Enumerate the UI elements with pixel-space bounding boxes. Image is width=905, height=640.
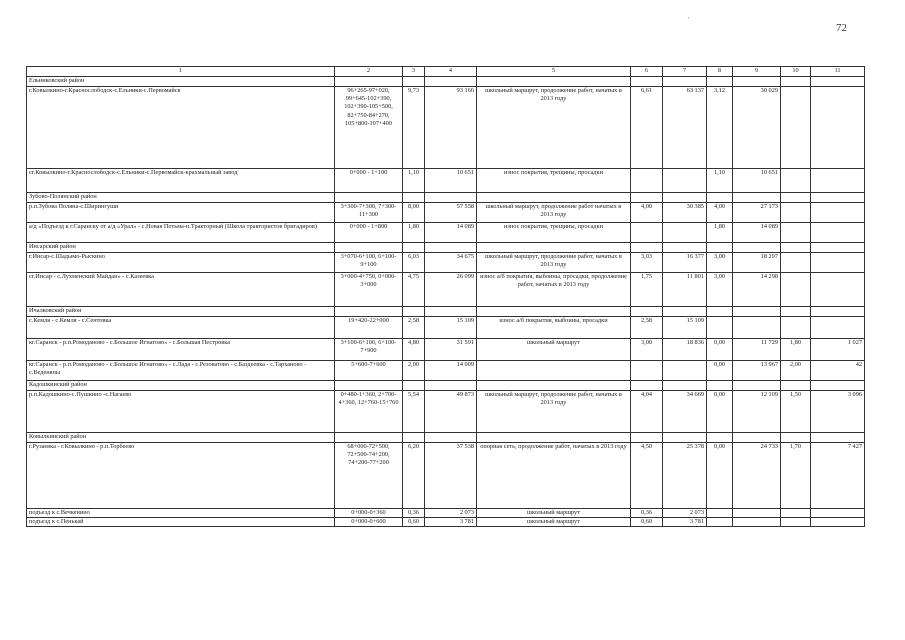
length-cell: 9,73: [403, 87, 425, 169]
road-row: [27, 509, 865, 518]
empty-cell: [403, 193, 425, 203]
district-name: Зубово-Полянский район: [27, 193, 335, 203]
road-row: [27, 361, 865, 381]
cost-2014-cell: [663, 169, 707, 193]
road-name-cell: г.Ковылкино-г.Краснослободск-с.Ельники-с.Первомайск: [27, 87, 335, 169]
cost-2014-cell: 30 385: [663, 203, 707, 223]
empty-cell: [663, 243, 707, 253]
cost-2016-cell: [811, 273, 865, 307]
len-2014-cell: [631, 223, 663, 243]
cost-2015-cell: 27 173: [733, 203, 781, 223]
reason-cell: школьный маршрут, продолжение работ, начатых в 2013 году: [477, 391, 631, 433]
empty-cell: [707, 307, 733, 317]
road-row: [27, 223, 865, 243]
len-2015-cell: 0,00: [707, 339, 733, 361]
empty-cell: [477, 433, 631, 443]
reason-cell: износ а/б покрытия, выбоины, просадки: [477, 317, 631, 339]
len-2015-cell: 1,80: [707, 223, 733, 243]
reason-cell: опорная сеть, продолжение работ, начатых в 2013 году: [477, 443, 631, 509]
km-range-cell: 3+300-7+300, 7+300-11+300: [335, 203, 403, 223]
cost-2014-cell: 25 378: [663, 443, 707, 509]
len-2016-cell: [781, 273, 811, 307]
district-section-row: [27, 433, 865, 443]
cost-2015-cell: 18 297: [733, 253, 781, 273]
length-cell: 2,00: [403, 361, 425, 381]
reason-cell: износ покрытия, трещины, просадки: [477, 169, 631, 193]
cost-2016-cell: 7 427: [811, 443, 865, 509]
header-row: [27, 67, 865, 77]
road-row: [27, 169, 865, 193]
len-2015-cell: 1,10: [707, 169, 733, 193]
empty-cell: [663, 193, 707, 203]
cost-2014-cell: [663, 361, 707, 381]
empty-cell: [707, 381, 733, 391]
cost-2016-cell: 1 027: [811, 339, 865, 361]
km-range-cell: 3+070-6+100, 6+100-9+100: [335, 253, 403, 273]
empty-cell: [733, 243, 781, 253]
district-name: Кадошкинский район: [27, 381, 335, 391]
road-name-cell: кг.Саранск - р.п.Ромоданово - с.Большое Игнатово» - с.Большая Пестровка: [27, 339, 335, 361]
tick-mark: ': [688, 17, 690, 23]
page-number: 72: [836, 22, 847, 34]
len-2014-cell: [631, 361, 663, 381]
header-cell-road-name: 1: [27, 67, 335, 77]
km-range-cell: 19+420-22+000: [335, 317, 403, 339]
empty-cell: [707, 243, 733, 253]
empty-cell: [425, 243, 477, 253]
district-section-row: [27, 193, 865, 203]
reason-cell: школьный маршрут, продолжение работ, начатых в 2013 году: [477, 87, 631, 169]
cost-2016-cell: [811, 203, 865, 223]
cost-2016-cell: [811, 87, 865, 169]
district-name: Ичалковский район: [27, 307, 335, 317]
len-2015-cell: [707, 518, 733, 527]
road-row: [27, 253, 865, 273]
empty-cell: [425, 381, 477, 391]
km-range-cell: 3+000-4+750, 0+000-3+000: [335, 273, 403, 307]
cost-2016-cell: [811, 518, 865, 527]
empty-cell: [811, 381, 865, 391]
len-2014-cell: 3,03: [631, 253, 663, 273]
cost-cell: 93 166: [425, 87, 477, 169]
empty-cell: [477, 381, 631, 391]
road-row: [27, 443, 865, 509]
road-name-cell: подъезд к с.Пенькай: [27, 518, 335, 527]
cost-2016-cell: [811, 169, 865, 193]
km-range-cell: 5+600-7+600: [335, 361, 403, 381]
empty-cell: [477, 77, 631, 87]
cost-cell: 49 873: [425, 391, 477, 433]
cost-2015-cell: 12 109: [733, 391, 781, 433]
empty-cell: [403, 307, 425, 317]
empty-cell: [425, 77, 477, 87]
header-cell-km-range: 2: [335, 67, 403, 77]
road-row: [27, 339, 865, 361]
cost-cell: 3 781: [425, 518, 477, 527]
empty-cell: [781, 193, 811, 203]
reason-cell: износ а/б покрытия, выбоины, просадки, продолжение работ, начатых в 2013 году: [477, 273, 631, 307]
len-2014-cell: 0,60: [631, 518, 663, 527]
empty-cell: [707, 433, 733, 443]
road-works-table: [26, 66, 865, 527]
cost-cell: 31 591: [425, 339, 477, 361]
empty-cell: [781, 307, 811, 317]
empty-cell: [781, 77, 811, 87]
km-range-cell: 0+480-1+360, 2+700-4+360, 12+760-15+760: [335, 391, 403, 433]
empty-cell: [781, 381, 811, 391]
len-2016-cell: [781, 317, 811, 339]
cost-cell: 14 009: [425, 361, 477, 381]
len-2015-cell: 0,00: [707, 361, 733, 381]
empty-cell: [811, 433, 865, 443]
km-range-cell: 3+100-6+100, 6+100-7+900: [335, 339, 403, 361]
reason-cell: износ покрытия, трещины, просадки: [477, 223, 631, 243]
empty-cell: [335, 381, 403, 391]
district-section-row: [27, 77, 865, 87]
len-2014-cell: [631, 169, 663, 193]
len-2015-cell: 3,12: [707, 87, 733, 169]
empty-cell: [811, 243, 865, 253]
empty-cell: [707, 77, 733, 87]
len-2015-cell: 4,00: [707, 203, 733, 223]
cost-2015-cell: [733, 317, 781, 339]
cost-2014-cell: 11 801: [663, 273, 707, 307]
road-name-cell: с.Кемля - с.Кемля - с.Сентовка: [27, 317, 335, 339]
len-2016-cell: [781, 87, 811, 169]
road-row: [27, 87, 865, 169]
reason-cell: школьный маршрут, продолжение работ начатых в 2013 году: [477, 203, 631, 223]
empty-cell: [403, 433, 425, 443]
empty-cell: [477, 307, 631, 317]
empty-cell: [631, 77, 663, 87]
empty-cell: [663, 307, 707, 317]
len-2016-cell: 2,00: [781, 361, 811, 381]
cost-2015-cell: [733, 518, 781, 527]
cost-cell: 2 073: [425, 509, 477, 518]
len-2014-cell: 0,36: [631, 509, 663, 518]
district-section-row: [27, 307, 865, 317]
len-2015-cell: 0,00: [707, 443, 733, 509]
length-cell: 1,80: [403, 223, 425, 243]
empty-cell: [733, 307, 781, 317]
length-cell: 0,36: [403, 509, 425, 518]
empty-cell: [631, 381, 663, 391]
cost-2014-cell: [663, 223, 707, 243]
reason-cell: школьный маршрут: [477, 518, 631, 527]
cost-2014-cell: 2 073: [663, 509, 707, 518]
cost-2015-cell: [733, 509, 781, 518]
cost-2015-cell: 14 298: [733, 273, 781, 307]
road-name-cell: а/д «Подъезд к г.Саранску от а/д «Урал» - с.Новая Потьма-п.Тракторный (Школа трактористов бригадиров): [27, 223, 335, 243]
len-2014-cell: 2,58: [631, 317, 663, 339]
cost-cell: 34 675: [425, 253, 477, 273]
km-range-cell: 0+000 - 1+800: [335, 223, 403, 243]
header-cell-length: 3: [403, 67, 425, 77]
empty-cell: [403, 77, 425, 87]
road-name-cell: г.Рузаевка - г.Ковылкино - р.п.Торбеево: [27, 443, 335, 509]
cost-2015-cell: 30 029: [733, 87, 781, 169]
empty-cell: [663, 381, 707, 391]
cost-2014-cell: 18 836: [663, 339, 707, 361]
empty-cell: [781, 243, 811, 253]
len-2016-cell: [781, 203, 811, 223]
district-name: Ельниковский район: [27, 77, 335, 87]
cost-2015-cell: 10 651: [733, 169, 781, 193]
empty-cell: [425, 307, 477, 317]
road-name-cell: кг.Саранск - р.п.Ромоданово - с.Большое Игнатово» - с.Лада - с.Резоватово - с.Баздеевка - с.Тарханово - с.Веденяпы: [27, 361, 335, 381]
road-name-cell: р.п.Зубова Поляна-с.Ширингуши: [27, 203, 335, 223]
empty-cell: [403, 243, 425, 253]
cost-2016-cell: [811, 509, 865, 518]
length-cell: 6,03: [403, 253, 425, 273]
cost-cell: 37 538: [425, 443, 477, 509]
empty-cell: [811, 307, 865, 317]
road-row: [27, 518, 865, 527]
km-range-cell: 68+000-72+500, 72+500-74+200, 74+200-77+200: [335, 443, 403, 509]
length-cell: 4,75: [403, 273, 425, 307]
len-2016-cell: [781, 518, 811, 527]
length-cell: 5,54: [403, 391, 425, 433]
len-2015-cell: 0,00: [707, 391, 733, 433]
empty-cell: [335, 433, 403, 443]
cost-cell: 14 089: [425, 223, 477, 243]
length-cell: 6,20: [403, 443, 425, 509]
empty-cell: [631, 193, 663, 203]
len-2016-cell: [781, 253, 811, 273]
cost-2015-cell: 24 733: [733, 443, 781, 509]
len-2016-cell: [781, 509, 811, 518]
empty-cell: [733, 77, 781, 87]
len-2015-cell: 3,00: [707, 273, 733, 307]
cost-cell: 57 558: [425, 203, 477, 223]
length-cell: 8,00: [403, 203, 425, 223]
cost-2015-cell: 13 967: [733, 361, 781, 381]
empty-cell: [425, 193, 477, 203]
cost-cell: 26 099: [425, 273, 477, 307]
cost-cell: 10 651: [425, 169, 477, 193]
empty-cell: [811, 77, 865, 87]
empty-cell: [631, 433, 663, 443]
len-2016-cell: [781, 169, 811, 193]
len-2014-cell: 4,04: [631, 391, 663, 433]
empty-cell: [477, 243, 631, 253]
len-2014-cell: 3,00: [631, 339, 663, 361]
km-range-cell: 0+000-0+360: [335, 509, 403, 518]
len-2014-cell: 4,00: [631, 203, 663, 223]
length-cell: 2,58: [403, 317, 425, 339]
road-row: [27, 203, 865, 223]
road-row: [27, 273, 865, 307]
district-section-row: [27, 243, 865, 253]
empty-cell: [403, 381, 425, 391]
km-range-cell: 0+000 - 1+100: [335, 169, 403, 193]
len-2015-cell: 3,00: [707, 253, 733, 273]
length-cell: 0,60: [403, 518, 425, 527]
empty-cell: [335, 243, 403, 253]
cost-2014-cell: 16 377: [663, 253, 707, 273]
km-range-cell: 96+265-97+020, 99+645-102+390, 102+390-105+500, 82+750-84+270, 105+800-107+400: [335, 87, 403, 169]
cost-2016-cell: 3 096: [811, 391, 865, 433]
cost-2016-cell: [811, 317, 865, 339]
len-2015-cell: [707, 509, 733, 518]
empty-cell: [707, 193, 733, 203]
road-row: [27, 391, 865, 433]
empty-cell: [631, 307, 663, 317]
empty-cell: [663, 77, 707, 87]
len-2016-cell: 1,80: [781, 339, 811, 361]
empty-cell: [477, 193, 631, 203]
reason-cell: школьный маршрут, продолжение работ, начатых в 2013 году: [477, 253, 631, 273]
len-2014-cell: 4,50: [631, 443, 663, 509]
header-cell-cost-2015: 9: [733, 67, 781, 77]
empty-cell: [335, 193, 403, 203]
road-name-cell: р.п.Кадошкино-с.Пушкино -с.Нагаево: [27, 391, 335, 433]
len-2014-cell: 1,75: [631, 273, 663, 307]
empty-cell: [781, 433, 811, 443]
road-row: [27, 317, 865, 339]
header-cell-len-2015: 8: [707, 67, 733, 77]
cost-cell: 15 109: [425, 317, 477, 339]
reason-cell: школьный маршрут: [477, 339, 631, 361]
district-name: Инсарский район: [27, 243, 335, 253]
km-range-cell: 0+000-0+600: [335, 518, 403, 527]
empty-cell: [733, 381, 781, 391]
empty-cell: [733, 193, 781, 203]
empty-cell: [631, 243, 663, 253]
road-name-cell: сг.Ковылкино-г.Краснослободск-с.Ельники-с.Первомайск-крахмальный завод: [27, 169, 335, 193]
empty-cell: [663, 433, 707, 443]
header-cell-cost-2014: 7: [663, 67, 707, 77]
empty-cell: [733, 433, 781, 443]
reason-cell: [477, 361, 631, 381]
header-cell-reason: 5: [477, 67, 631, 77]
empty-cell: [335, 77, 403, 87]
length-cell: 4,80: [403, 339, 425, 361]
empty-cell: [425, 433, 477, 443]
len-2014-cell: 6,61: [631, 87, 663, 169]
cost-2016-cell: [811, 253, 865, 273]
cost-2014-cell: 15 109: [663, 317, 707, 339]
cost-2014-cell: 63 137: [663, 87, 707, 169]
district-name: Ковылкинский район: [27, 433, 335, 443]
len-2016-cell: 1,50: [781, 391, 811, 433]
header-cell-len-2016: 10: [781, 67, 811, 77]
road-name-cell: г.Инсар-с.Шадымо-Рыскино: [27, 253, 335, 273]
cost-2014-cell: 34 669: [663, 391, 707, 433]
len-2016-cell: 1,70: [781, 443, 811, 509]
cost-2016-cell: 42: [811, 361, 865, 381]
header-cell-cost-2016: 11: [811, 67, 865, 77]
empty-cell: [811, 193, 865, 203]
road-name-cell: сг.Инсар - с.Лухменский Майдан» - с.Казеевка: [27, 273, 335, 307]
cost-2016-cell: [811, 223, 865, 243]
cost-2015-cell: 11 729: [733, 339, 781, 361]
empty-cell: [335, 307, 403, 317]
len-2016-cell: [781, 223, 811, 243]
road-name-cell: подъезд к с.Вечкенино: [27, 509, 335, 518]
reason-cell: школьный маршрут: [477, 509, 631, 518]
cost-2015-cell: 14 089: [733, 223, 781, 243]
district-section-row: [27, 381, 865, 391]
cost-2014-cell: 3 781: [663, 518, 707, 527]
len-2015-cell: [707, 317, 733, 339]
header-cell-len-2014: 6: [631, 67, 663, 77]
length-cell: 1,10: [403, 169, 425, 193]
header-cell-cost: 4: [425, 67, 477, 77]
